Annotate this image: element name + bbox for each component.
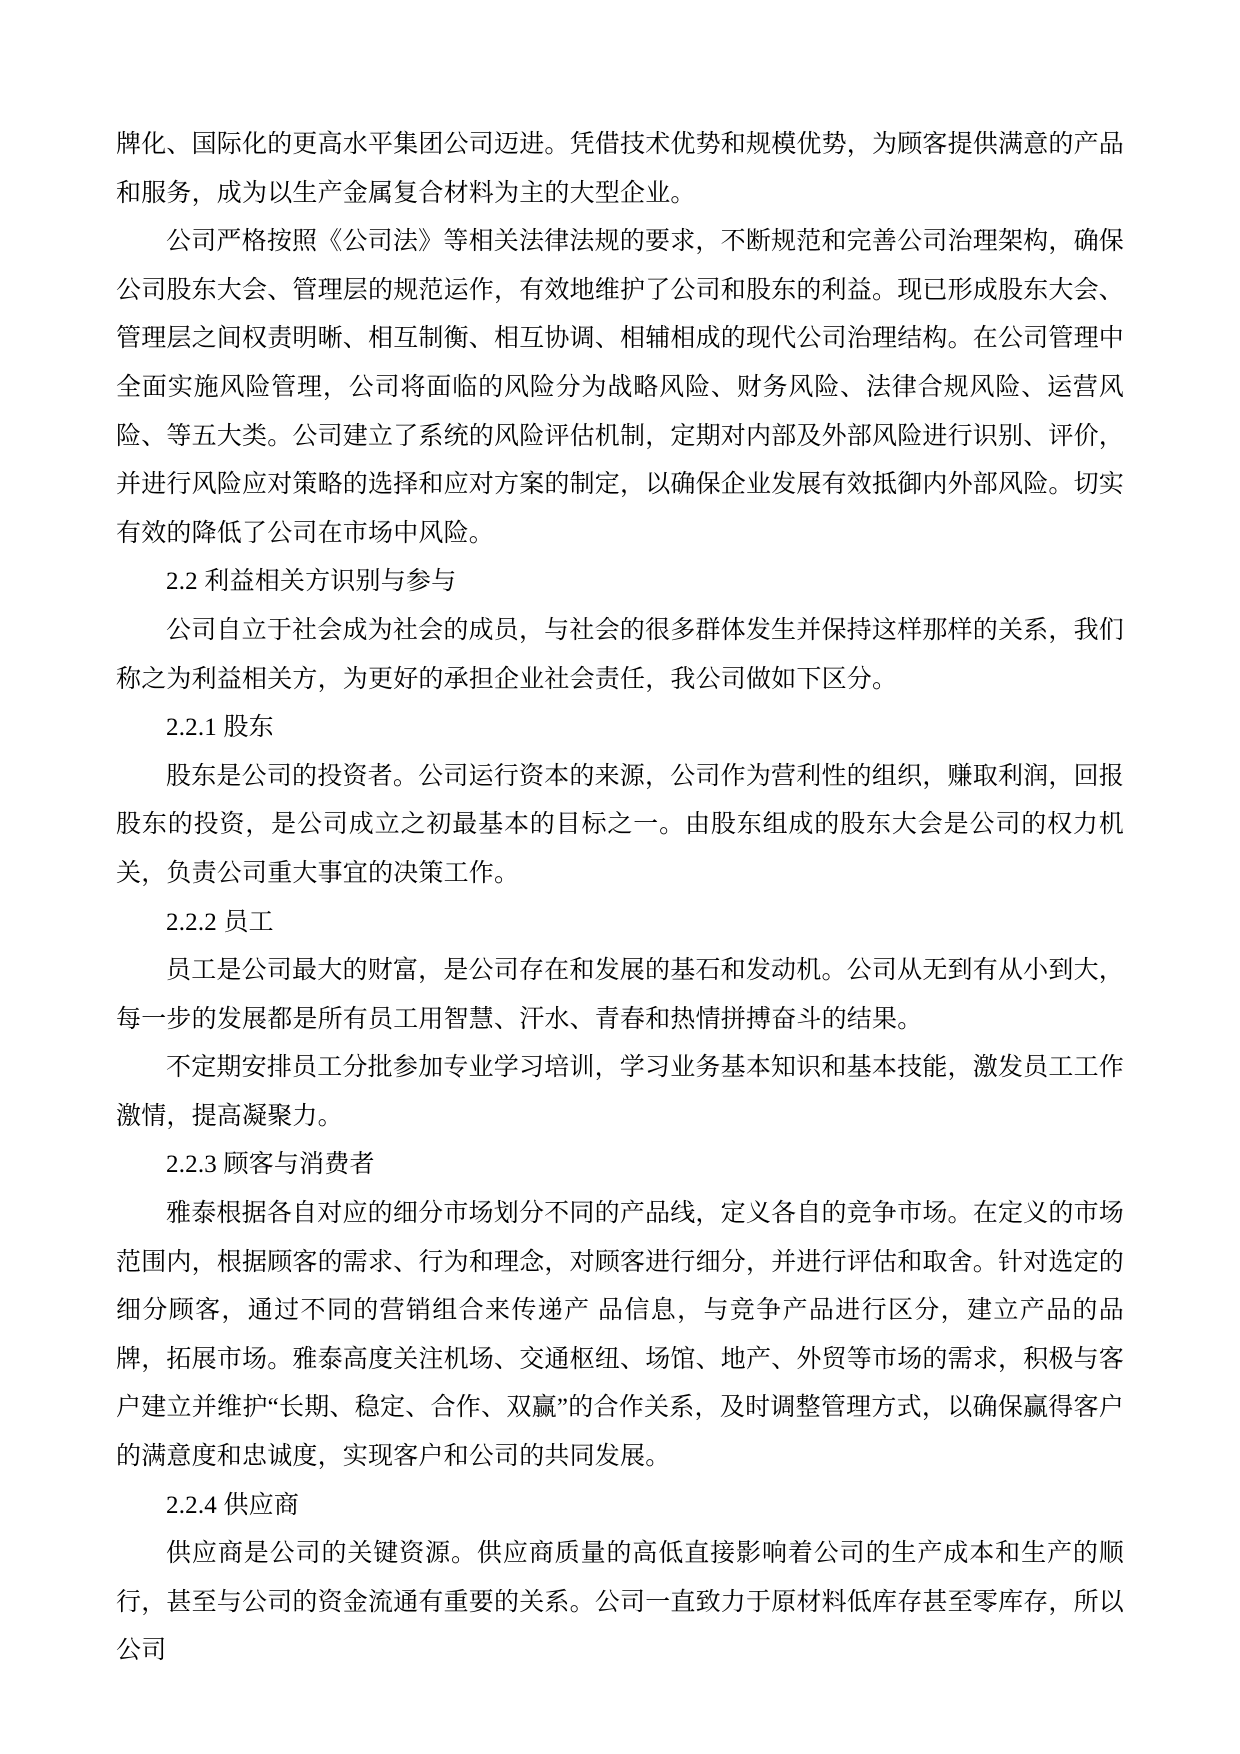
heading-2-2-1-shareholders: 2.2.1 股东	[166, 714, 274, 742]
heading-2-2-4-suppliers: 2.2.4 供应商	[166, 1491, 300, 1519]
heading-2-2-2-employees: 2.2.2 员工	[166, 908, 274, 936]
paragraph-suppliers: 供应商是公司的关键资源。供应商质量的高低直接影响着公司的生产成本和生产的顺行，甚至与公司的资金流通有重要的关系。公司一直致力于原材料低库存甚至零库存，所以公司	[116, 1540, 1125, 1665]
paragraph-employees-value: 员工是公司最大的财富，是公司存在和发展的基石和发动机。公司从无到有从小到大，每一步的发展都是所有员工用智慧、汗水、青春和热情拼搏奋斗的结果。	[116, 957, 1124, 1033]
paragraph-customers: 雅泰根据各自对应的细分市场划分不同的产品线，定义各自的竞争市场。在定义的市场范围内，根据顾客的需求、行为和理念，对顾客进行细分，并进行评估和取舍。针对选定的细分顾客，通过不同的营销组合来传递产 品信息，与竞争产品进行区分，建立产品的品牌，拓展市场。雅泰高度关注机场、交通枢纽、场馆、地产、外贸等市场的需求，积极与客户建立并维护“长期、稳定、合作、双赢”的合作关系，及时调整管理方式，以确保赢得客户的满意度和忠诚度，实现客户和公司的共同发展。	[116, 1200, 1125, 1471]
paragraph-shareholders: 股东是公司的投资者。公司运行资本的来源，公司作为营利性的组织，赚取利润，回报股东的投资，是公司成立之初最基本的目标之一。由股东组成的股东大会是公司的权力机关，负责公司重大事宜的决策工作。	[116, 762, 1124, 887]
heading-2-2-3-customers: 2.2.3 顾客与消费者	[166, 1151, 375, 1179]
paragraph-governance: 公司严格按照《公司法》等相关法律法规的要求，不断规范和完善公司治理架构，确保公司股东大会、管理层的规范运作，有效地维护了公司和股东的利益。现已形成股东大会、管理层之间权责明晰、相互制衡、相互协调、相辅相成的现代公司治理结构。在公司管理中全面实施风险管理，公司将面临的风险分为战略风险、财务风险、法律合规风险、运营风险、等五大类。公司建立了系统的风险评估机制，定期对内部及外部风险进行识别、评价，并进行风险应对策略的选择和应对方案的制定，以确保企业发展有效抵御内外部风险。切实有效的降低了公司在市场中风险。	[116, 228, 1125, 547]
paragraph-stakeholders: 公司自立于社会成为社会的成员，与社会的很多群体发生并保持这样那样的关系，我们称之为利益相关方，为更好的承担企业社会责任，我公司做如下区分。	[116, 616, 1124, 693]
paragraph-continuation: 牌化、国际化的更高水平集团公司迈进。凭借技术优势和规模优势，为顾客提供满意的产品和服务，成为以生产金属复合材料为主的大型企业。	[116, 131, 1125, 207]
heading-2-2-stakeholder-identification: 2.2 利益相关方识别与参与	[166, 568, 457, 596]
paragraph-employees-training: 不定期安排员工分批参加专业学习培训，学习业务基本知识和基本技能，激发员工工作激情，提高凝聚力。	[116, 1054, 1124, 1130]
